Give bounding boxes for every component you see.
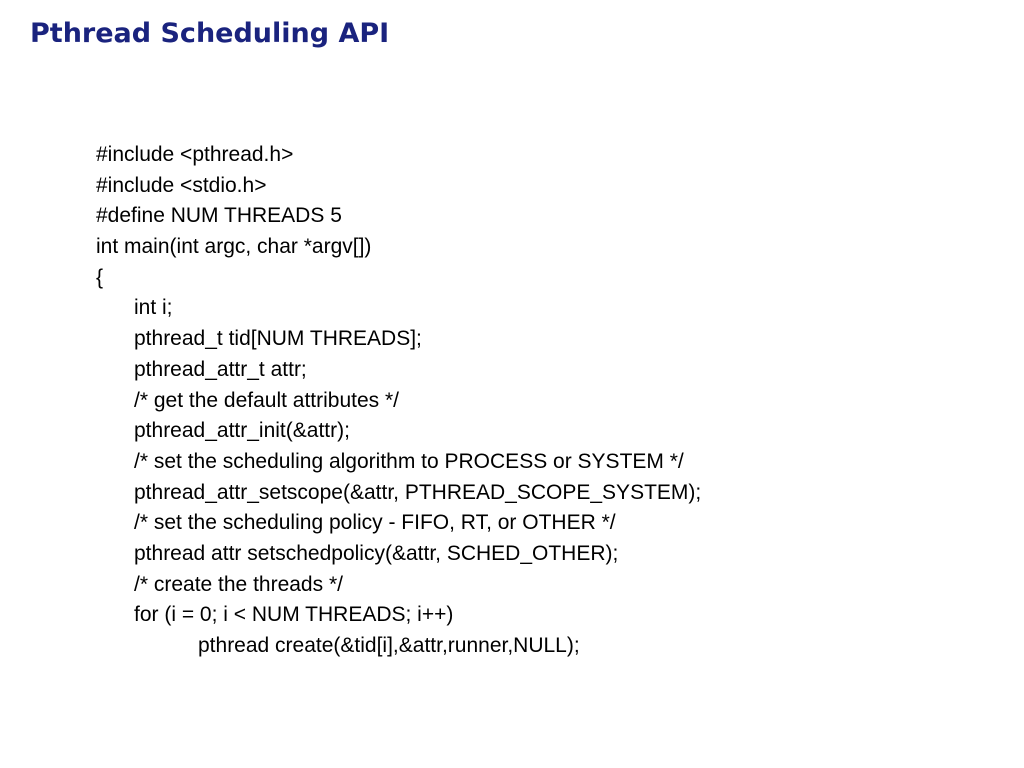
code-block (96, 140, 996, 662)
code-line: { (96, 265, 104, 289)
code-line: /* get the default attributes */ (134, 388, 400, 412)
code-line: #include <pthread.h> (96, 143, 294, 166)
code-line: pthread create(&tid[i],&attr,runner,NULL); (198, 634, 580, 657)
code-line: /* create the threads */ (134, 572, 343, 596)
code-line: pthread attr setschedpolicy(&attr, SCHED_OTHER); (134, 541, 619, 565)
code-line: #define NUM THREADS 5 (96, 204, 342, 228)
code-line: /* set the scheduling algorithm to PROCESS or SYSTEM */ (134, 449, 684, 473)
code-line: for (i = 0; i < NUM THREADS; i++) (134, 603, 454, 627)
code-line: pthread_attr_t attr; (134, 357, 307, 381)
code-line: pthread_attr_init(&attr); (134, 419, 350, 443)
code-line: int main(int argc, char *argv[]) (96, 235, 372, 259)
code-line: #include <stdio.h> (96, 173, 267, 197)
code-line: pthread_t tid[NUM THREADS]; (134, 327, 422, 351)
code-line: int i; (134, 296, 173, 320)
slide-title: Pthread Scheduling API (30, 18, 390, 49)
code-line: pthread_attr_setscope(&attr, PTHREAD_SCOPE_SYSTEM); (134, 480, 702, 504)
code-line: /* set the scheduling policy - FIFO, RT, or OTHER */ (134, 511, 616, 535)
